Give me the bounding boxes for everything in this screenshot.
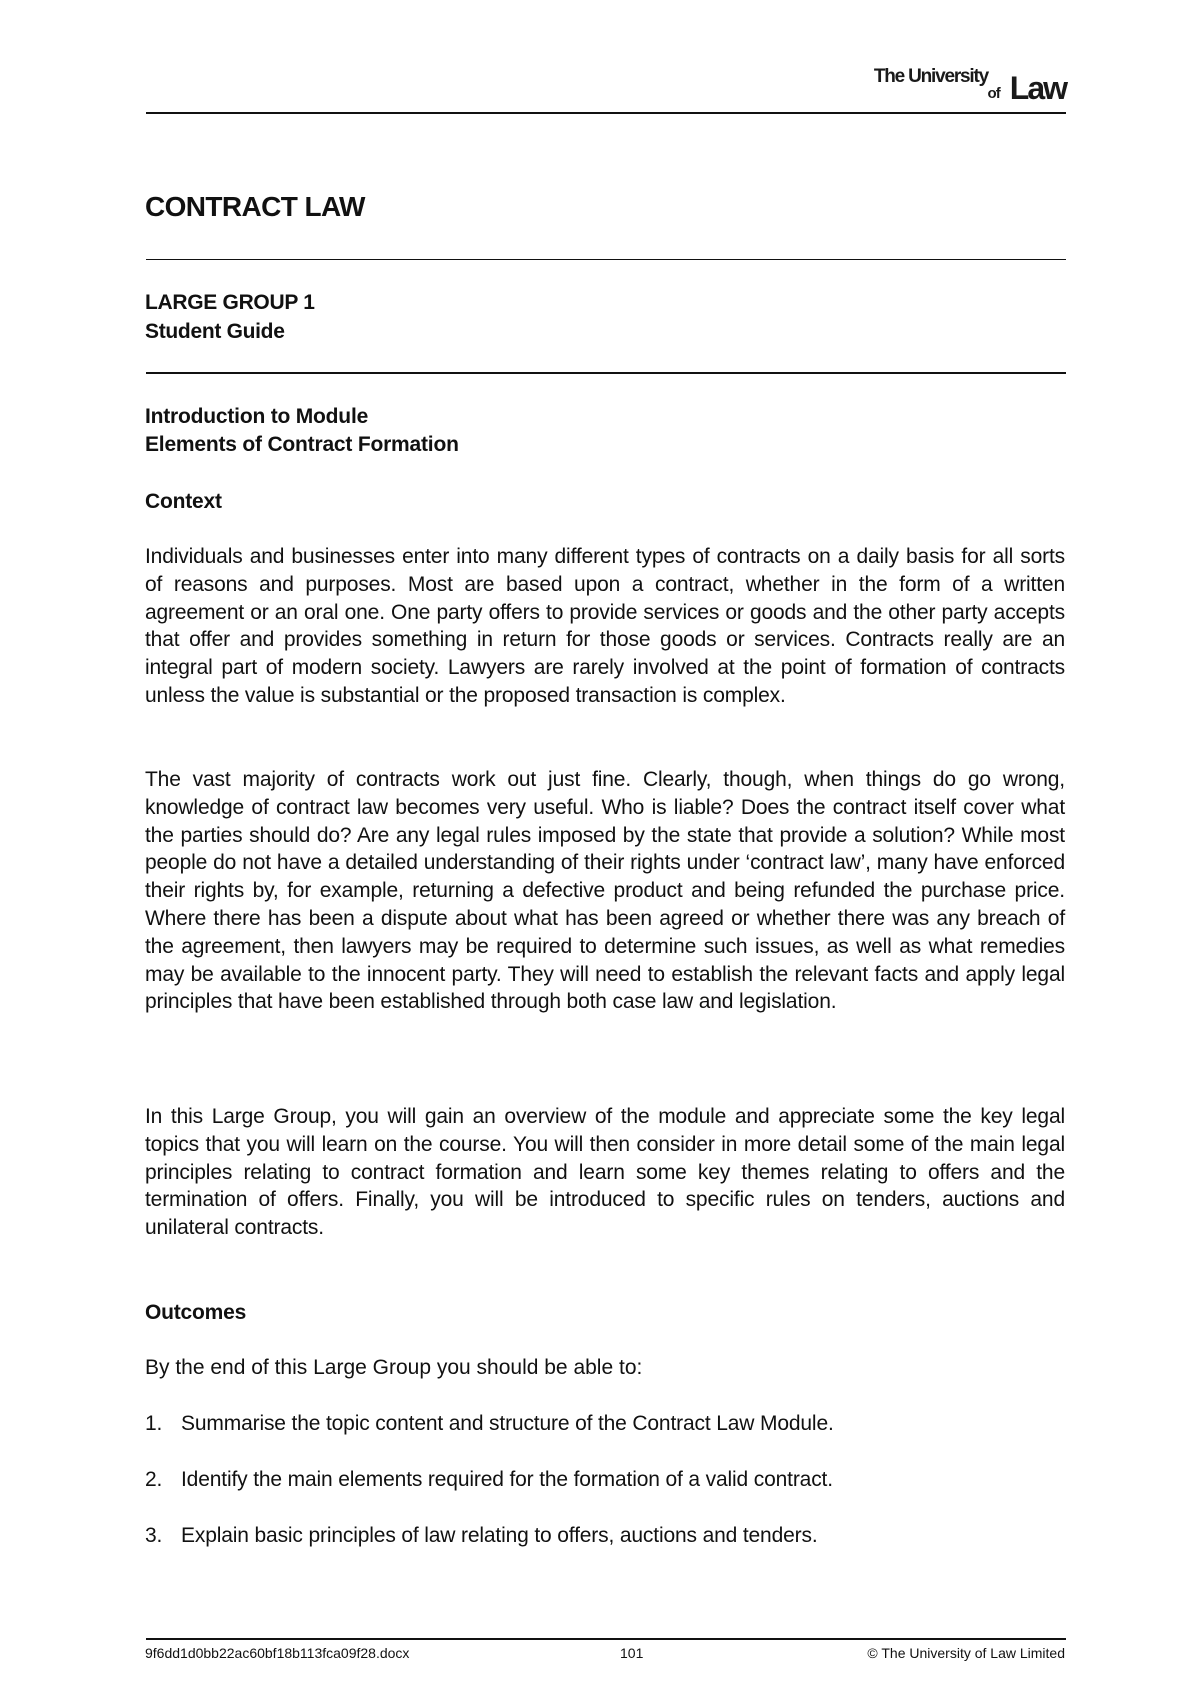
outcomes-intro: By the end of this Large Group you should be able to:: [145, 1356, 643, 1379]
outcome-item: [145, 1410, 1065, 1438]
context-paragraph-3: In this Large Group, you will gain an overview of the module and appreciate some the key legal topics that you will learn on the course. You will then consider in more detail some of the main legal principles relating to contract formation and learn some key themes relating to offers and the termination of offers. Finally, you will be introduced to specific rules on tenders, auctions and unilateral contracts.: [145, 1105, 1065, 1240]
outcomes-heading: Outcomes: [145, 1301, 247, 1324]
document-subtitle: [145, 288, 315, 346]
outcome-text: Explain basic principles of law relating to offers, auctions and tenders.: [181, 1524, 818, 1547]
context-paragraph-1: Individuals and businesses enter into many different types of contracts on a daily basis for all sorts of reasons and purposes. Most are based upon a contract, whether in the form of a written agreement or an oral one. One party offers to provide services or goods and the other party accepts that offer and provides something in return for those goods or services. Contracts really are an integral part of modern society. Lawyers are rarely involved at the point of formation of contracts unless the value is substantial or the proposed transaction is complex.: [145, 545, 1065, 707]
outcome-number: 2.: [145, 1468, 163, 1491]
subtitle-line-2: Student Guide: [145, 320, 285, 343]
footer-filename: 9f6dd1d0bb22ac60bf18b113fca09f28.docx: [145, 1645, 410, 1661]
outcome-text: Identify the main elements required for the formation of a valid contract.: [181, 1468, 833, 1491]
footer-divider: [146, 1638, 1066, 1640]
title-divider: [146, 259, 1066, 260]
university-logo: [856, 66, 1066, 106]
outcome-number: 1.: [145, 1412, 163, 1435]
subtitle-line-1: LARGE GROUP 1: [145, 291, 315, 314]
subtitle-divider: [146, 372, 1066, 374]
context-heading: Context: [145, 490, 222, 513]
header-divider: [146, 112, 1066, 114]
intro-line-1: Introduction to Module: [145, 405, 369, 428]
footer-copyright: © The University of Law Limited: [867, 1645, 1065, 1661]
outcome-number: 3.: [145, 1524, 163, 1547]
footer-page-number: 101: [620, 1645, 644, 1661]
logo-text-line3: Law: [1009, 70, 1066, 106]
outcome-item: [145, 1466, 1065, 1494]
logo-text-line1: The University: [873, 66, 988, 87]
context-paragraph-2: The vast majority of contracts work out just fine. Clearly, though, when things do go wrong, knowledge of contract law becomes very useful. Who is liable? Does the contract itself cover what the parties should do? Are any legal rules imposed by the state that provide a solution? While most people do not have a detailed understanding of their rights under ‘contract law’, many have enforced their rights by, for example, returning a defective product and being refunded the purchase price. Where there has been a dispute about what has been agreed or whether there was any breach of the agreement, then lawyers may be required to determine such issues, as well as what remedies may be available to the innocent party. They will need to establish the relevant facts and apply legal principles that have been established through both case law and legislation.: [145, 768, 1065, 1014]
intro-line-2: Elements of Contract Formation: [145, 433, 459, 456]
outcome-item: [145, 1522, 1065, 1550]
intro-heading: [145, 403, 1065, 459]
outcome-text: Summarise the topic content and structure of the Contract Law Module.: [181, 1412, 834, 1435]
logo-text-line2: of: [987, 85, 1000, 102]
document-title: CONTRACT LAW: [145, 191, 365, 222]
page-footer: [145, 1645, 1065, 1665]
